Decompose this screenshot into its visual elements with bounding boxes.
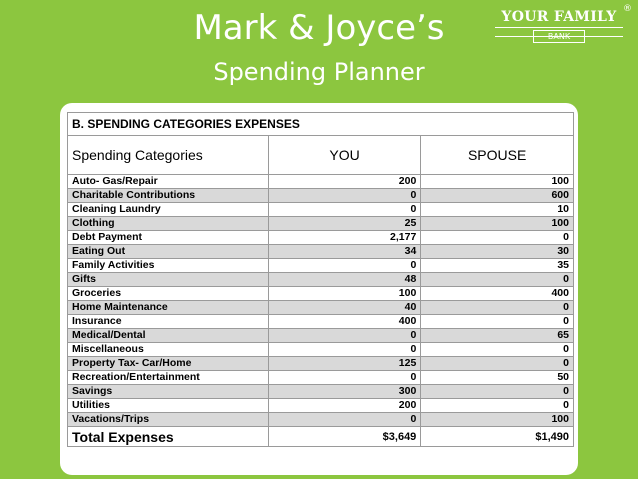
logo-text: YOUR FAMILY (501, 9, 617, 25)
spouse-cell: 0 (421, 385, 574, 399)
logo-rule (495, 27, 623, 28)
category-cell: Home Maintenance (68, 301, 269, 315)
category-cell: Gifts (68, 273, 269, 287)
spouse-cell: 400 (421, 287, 574, 301)
spouse-cell: 0 (421, 399, 574, 413)
you-cell: 300 (268, 385, 421, 399)
spouse-cell: 0 (421, 301, 574, 315)
table-row (68, 259, 574, 273)
spouse-cell: 30 (421, 245, 574, 259)
spouse-cell: 0 (421, 343, 574, 357)
registered-mark: ® (623, 4, 632, 14)
you-cell: 125 (268, 357, 421, 371)
total-spouse: $1,490 (421, 427, 574, 447)
you-cell: 400 (268, 315, 421, 329)
spouse-cell: 100 (421, 175, 574, 189)
page-title: Mark & Joyce’s (193, 8, 445, 48)
category-cell: Clothing (68, 217, 269, 231)
category-cell: Medical/Dental (68, 329, 269, 343)
expenses-table (67, 112, 574, 447)
category-cell: Family Activities (68, 259, 269, 273)
category-cell: Auto- Gas/Repair (68, 175, 269, 189)
spouse-cell: 0 (421, 357, 574, 371)
table-row (68, 301, 574, 315)
category-cell: Charitable Contributions (68, 189, 269, 203)
column-header-spouse: SPOUSE (421, 136, 574, 175)
table-row (68, 287, 574, 301)
table-row (68, 371, 574, 385)
you-cell: 200 (268, 175, 421, 189)
total-row (68, 427, 574, 447)
section-title: B. SPENDING CATEGORIES EXPENSES (68, 113, 574, 136)
spouse-cell: 0 (421, 315, 574, 329)
header-row (68, 136, 574, 175)
category-cell: Insurance (68, 315, 269, 329)
table-row (68, 245, 574, 259)
total-you: $3,649 (268, 427, 421, 447)
table-row (68, 203, 574, 217)
table-row (68, 175, 574, 189)
you-cell: 34 (268, 245, 421, 259)
section-title-row (68, 113, 574, 136)
spouse-cell: 100 (421, 217, 574, 231)
category-cell: Cleaning Laundry (68, 203, 269, 217)
spouse-cell: 65 (421, 329, 574, 343)
spouse-cell: 600 (421, 189, 574, 203)
table-row (68, 413, 574, 427)
logo-subtext: BANK (533, 30, 585, 43)
bank-logo (493, 6, 633, 48)
you-cell: 0 (268, 343, 421, 357)
table-row (68, 315, 574, 329)
category-cell: Savings (68, 385, 269, 399)
category-cell: Utilities (68, 399, 269, 413)
spouse-cell: 100 (421, 413, 574, 427)
you-cell: 0 (268, 329, 421, 343)
table-row (68, 329, 574, 343)
spouse-cell: 35 (421, 259, 574, 273)
category-cell: Property Tax- Car/Home (68, 357, 269, 371)
table-row (68, 231, 574, 245)
column-header-category: Spending Categories (68, 136, 269, 175)
category-cell: Debt Payment (68, 231, 269, 245)
you-cell: 48 (268, 273, 421, 287)
table-row (68, 357, 574, 371)
you-cell: 0 (268, 203, 421, 217)
you-cell: 40 (268, 301, 421, 315)
you-cell: 200 (268, 399, 421, 413)
table-row (68, 343, 574, 357)
you-cell: 0 (268, 189, 421, 203)
page-subtitle: Spending Planner (213, 58, 425, 86)
table-row (68, 399, 574, 413)
category-cell: Recreation/Entertainment (68, 371, 269, 385)
spouse-cell: 0 (421, 231, 574, 245)
you-cell: 0 (268, 259, 421, 273)
category-cell: Groceries (68, 287, 269, 301)
category-cell: Eating Out (68, 245, 269, 259)
total-label: Total Expenses (68, 427, 269, 447)
you-cell: 0 (268, 413, 421, 427)
you-cell: 100 (268, 287, 421, 301)
table-row (68, 217, 574, 231)
column-header-you: YOU (268, 136, 421, 175)
you-cell: 2,177 (268, 231, 421, 245)
table-row (68, 189, 574, 203)
spouse-cell: 10 (421, 203, 574, 217)
you-cell: 0 (268, 371, 421, 385)
table-row (68, 385, 574, 399)
category-cell: Miscellaneous (68, 343, 269, 357)
you-cell: 25 (268, 217, 421, 231)
category-cell: Vacations/Trips (68, 413, 269, 427)
spouse-cell: 0 (421, 273, 574, 287)
spouse-cell: 50 (421, 371, 574, 385)
table-row (68, 273, 574, 287)
